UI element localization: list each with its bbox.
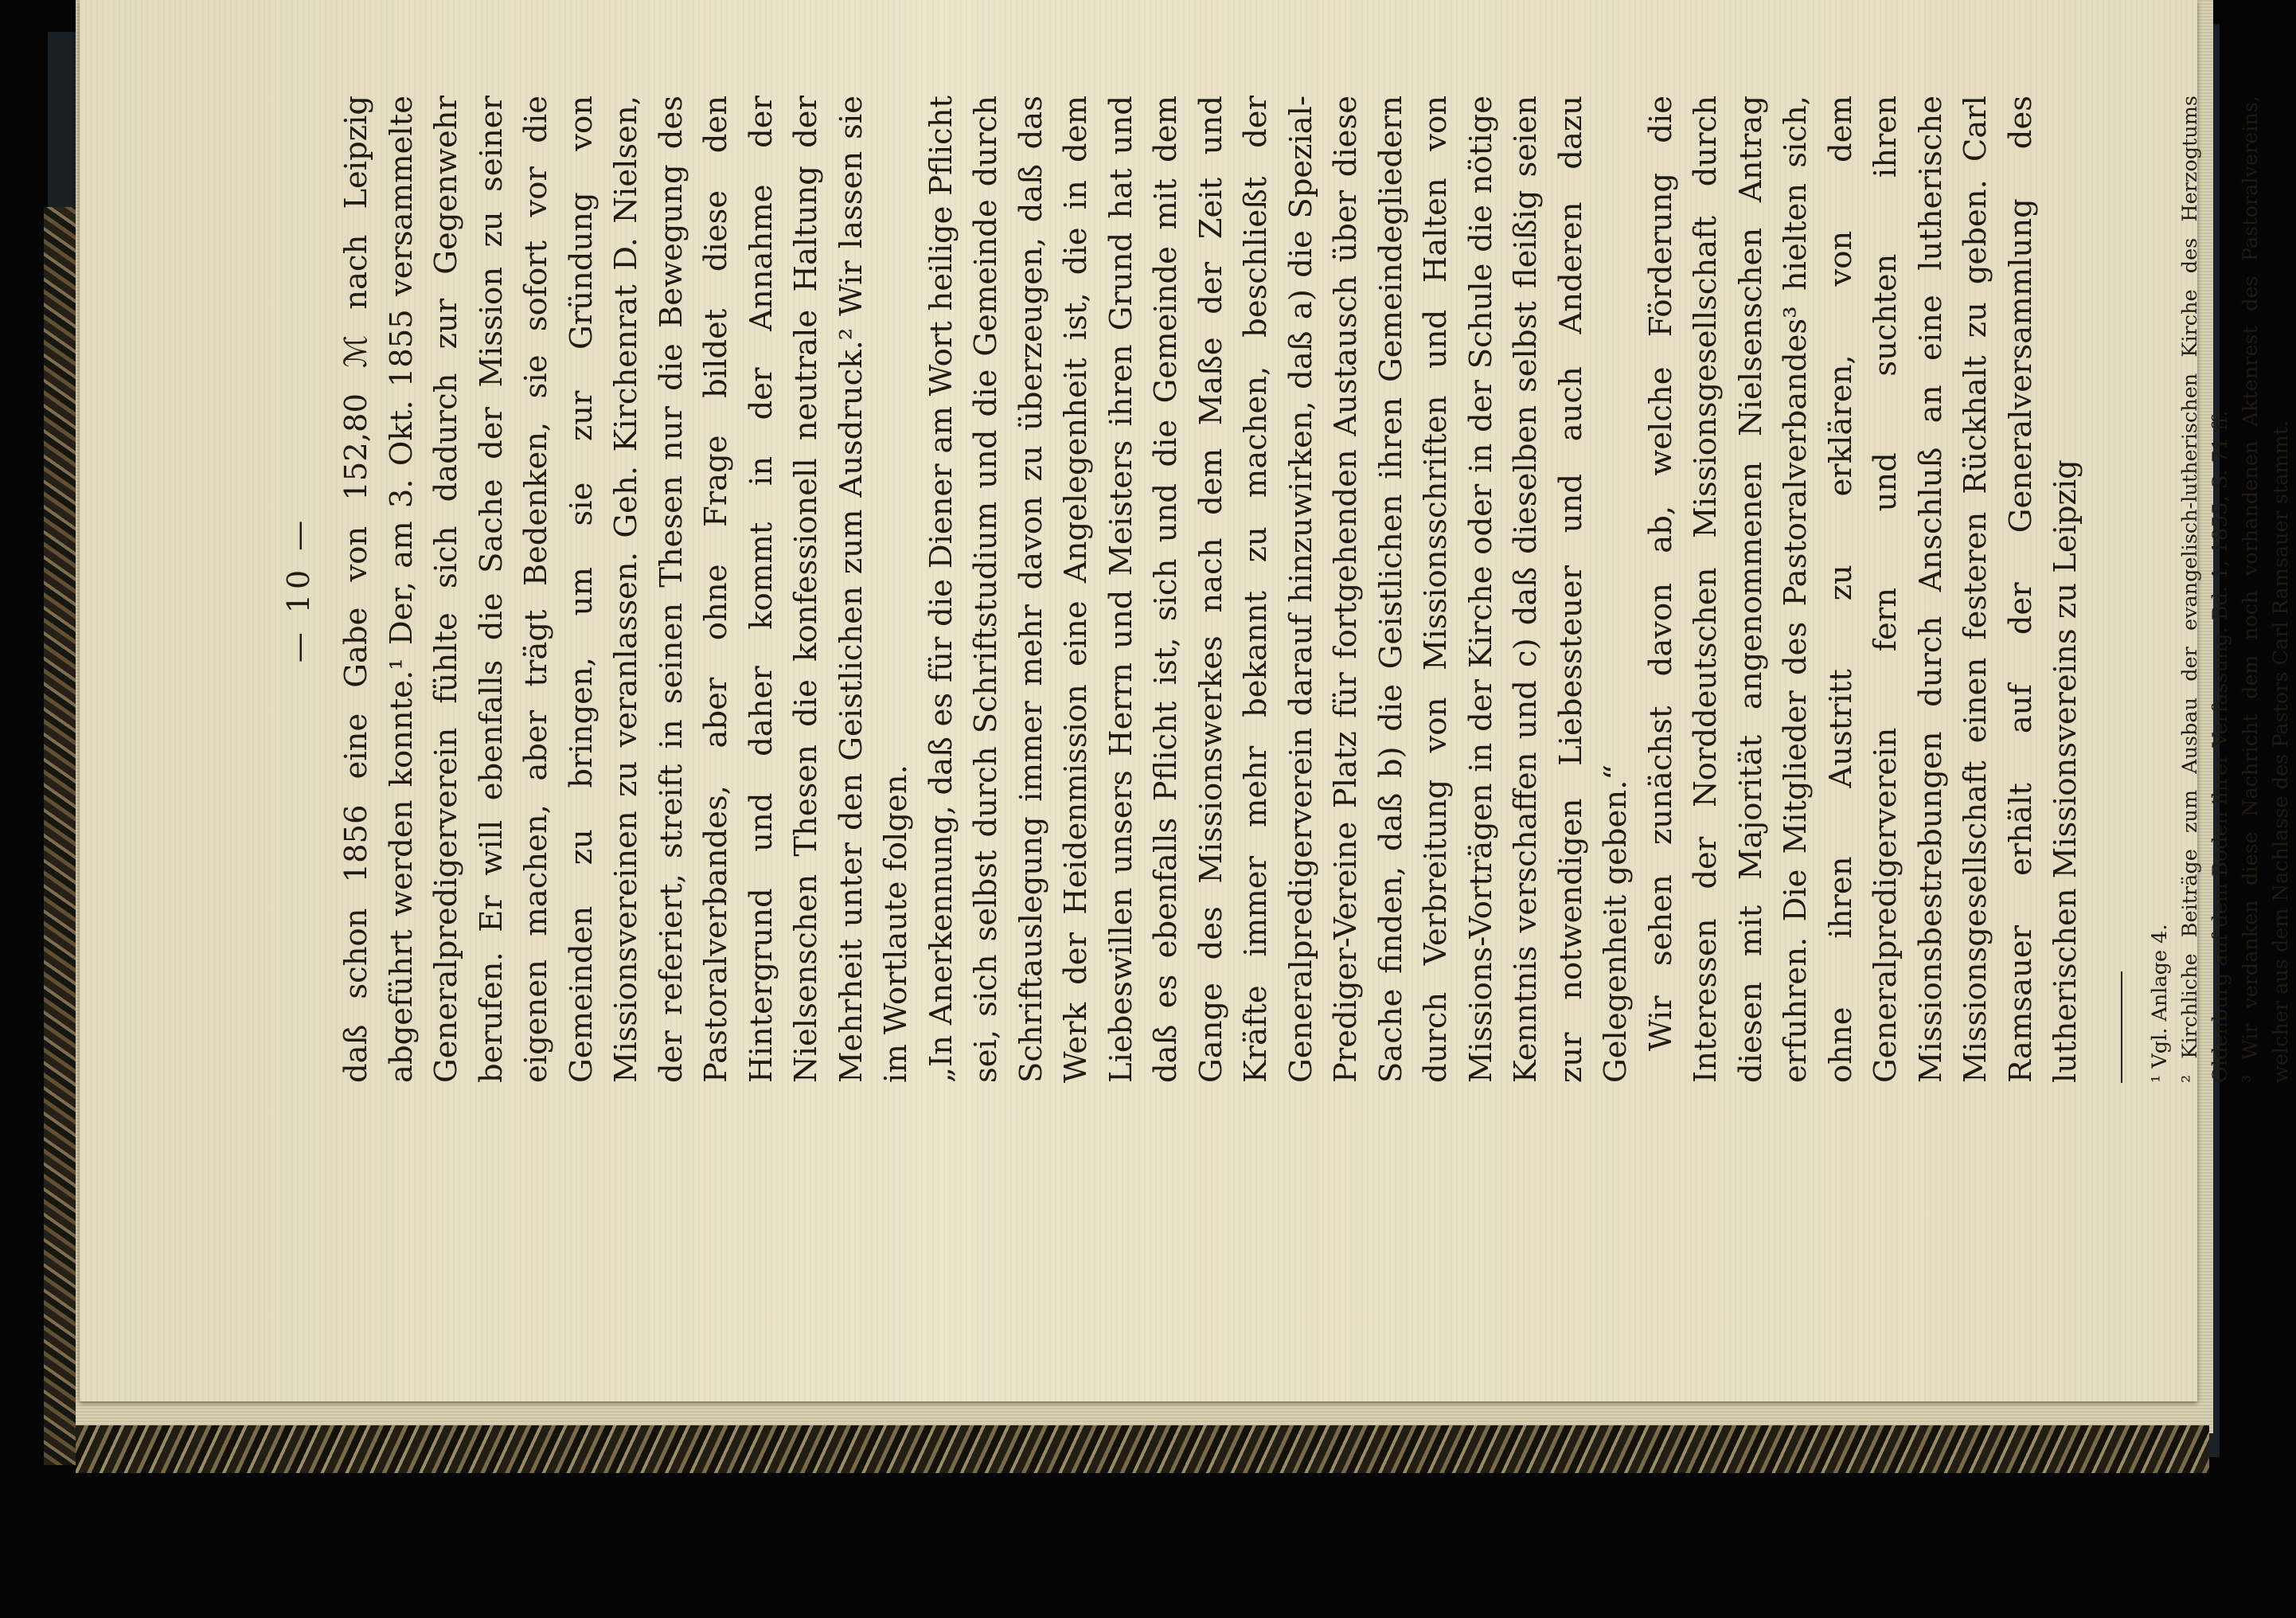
paragraph-2-quote: „In Anerkennung, daß es für die Diener am Wort heilige Pflicht sei, sich selbst durch Schriftstudium und die Gemeinde durch Schriftauslegung immer mehr davon zu überzeugen, daß das Werk der Heidenmission eine Angelegenheit ist, die in dem Liebeswillen unsers Herrn und Meisters ihren Grund hat und daß es ebenfalls Pflicht ist, sich und die Gemeinde mit dem Gange des Missionswerkes nach dem Maße der Zeit und Kräfte immer mehr bekannt zu machen, beschließt der Generalpredigerverein darauf hinzuwirken, daß a) die Spezial-Prediger-Vereine Platz für fortgehenden Austausch über diese Sache finden, daß b) die Geistlichen ihren Gemeindegliedern durch Verbreitung von Missionsschriften und Halten von Missions-Vorträgen in der Kirche oder in der Schule die nötige Kenntnis verschaffen und c) daß dieselben selbst fleißig seien zur notwendigen Liebessteuer und auch Anderen dazu Gelegenheit geben.“: [923, 96, 1634, 1083]
paragraph-3: Wir sehen zunächst davon ab, welche Förderung die Interessen der Norddeutschen Missionsgesellschaft durch diesen mit Majorität angenommenen Nielsenschen Antrag erfuhren. Die Mitglieder des Pastoralverbandes³ hielten sich, ohne ihren Austritt zu erklären, von dem Generalpredigerverein fern und suchten ihren Missionsbestrebungen durch Anschluß an eine lutherische Missionsgesellschaft einen festeren Rückhalt zu geben. Carl Ramsauer erhält auf der Generalversammlung des lutherischen Missionsvereins zu Leipzig: [1642, 96, 2083, 1083]
page-number: — 10 —: [281, 515, 316, 663]
footnote-1: ¹ Vgl. Anlage 4.: [2147, 924, 2172, 1083]
footnote-3: ³ Wir verdanken diese Nachricht dem noch vorhandenen Aktenrest des Pastoralvereins, welcher aus dem Nachlasse des Pastors Carl Ramsauer stammt.: [2238, 96, 2293, 1083]
marbled-cover-left: [44, 207, 76, 1465]
body-text: [334, 96, 2089, 1083]
footnote-rule: [2121, 971, 2122, 1083]
rotated-page-content: [271, 96, 2293, 1083]
footnote-2: ² Kirchliche Beiträge zum Ausbau der evangelisch-lutherischen Kirche des Herzogtums Oldenburg auf dem Boden ihrer Verfassung. Bd. 1, 1855, S. 71 ff.: [2177, 96, 2232, 1083]
marbled-cover-bottom: [76, 1425, 2209, 1473]
paragraph-1: daß schon 1856 eine Gabe von 152,80 ℳ nach Leipzig abgeführt werden konnte.¹ Der, am 3. Okt. 1855 versammelte Generalpredigerverein fühlte sich dadurch zur Gegenwehr berufen. Er will ebenfalls die Sache der Mission zu seiner eigenen machen, aber trägt Bedenken, sie sofort vor die Gemeinden zu bringen, um sie zur Gründung von Missionsvereinen zu veranlassen. Geh. Kirchenrat D. Nielsen, der referiert, streift in seinen Thesen nur die Bewegung des Pastoralverbandes, aber ohne Frage bildet diese den Hintergrund und daher kommt in der Annahme der Nielsenschen Thesen die konfessionell neutrale Haltung der Mehrheit unter den Geistlichen zum Ausdruck.² Wir lassen sie im Wortlaute folgen.: [338, 96, 914, 1083]
